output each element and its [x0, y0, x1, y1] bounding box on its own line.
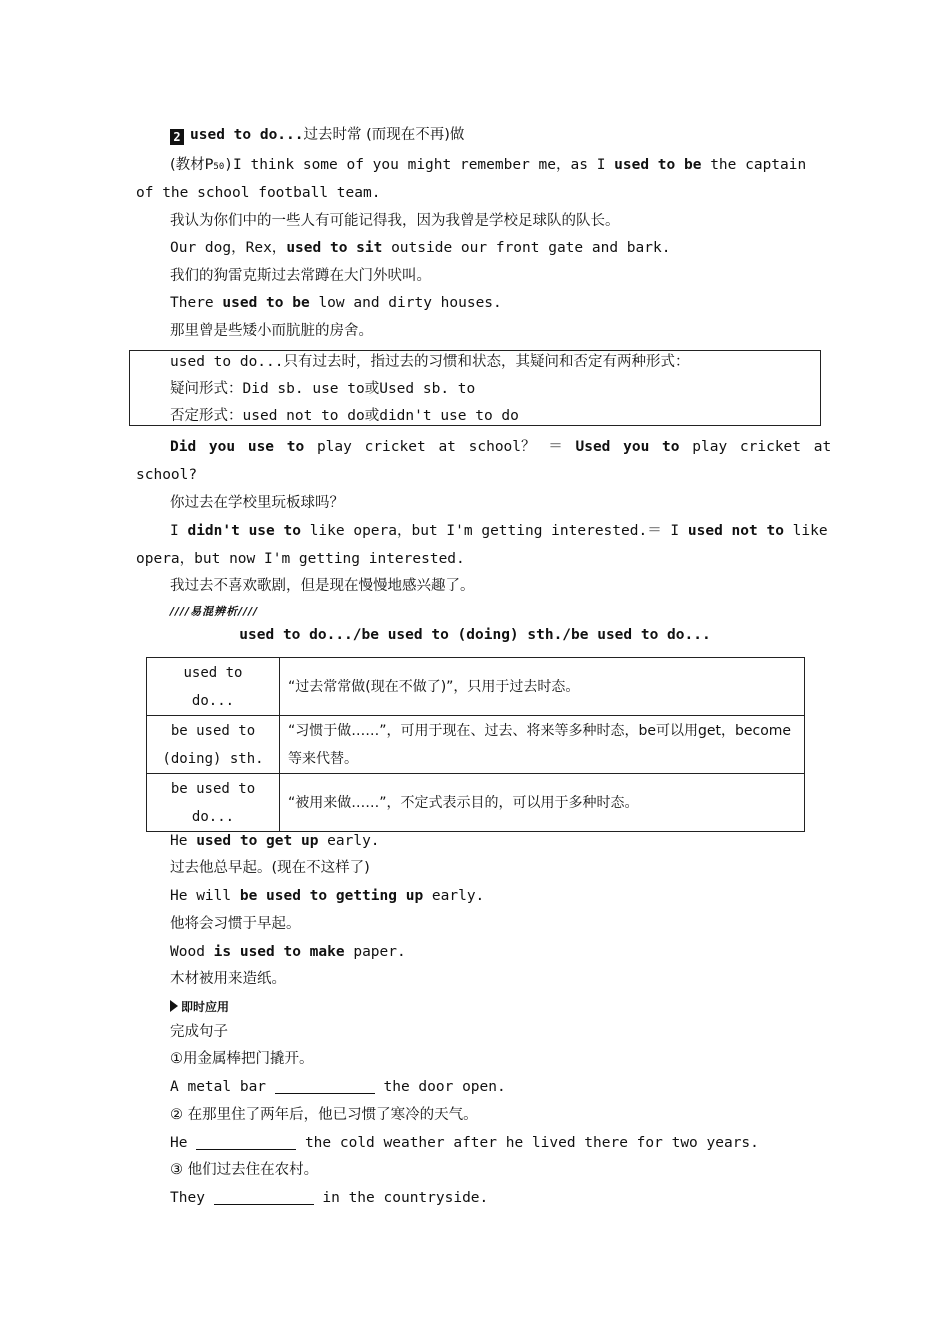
heading-meaning: 过去时常 (而现在不再)做: [303, 127, 465, 143]
example8-bold: is used to make: [213, 944, 345, 960]
example6-cn: 过去他总早起。(现在不这样了): [170, 860, 370, 876]
section-number: 2: [170, 129, 184, 145]
example5-en: [170, 520, 828, 542]
note-line2: 疑问形式：Did sb. use to或Used sb. to: [170, 381, 476, 397]
apply-tag: [170, 998, 229, 1015]
example8-part2: paper.: [353, 944, 406, 960]
example2-en-part2: outside our front gate and bark.: [391, 240, 671, 256]
apply-instruction: 完成句子: [170, 1024, 228, 1040]
example6-bold: used to get up: [196, 833, 319, 849]
example7-part2: early.: [431, 888, 485, 904]
table-desc: “被用来做……”，不定式表示目的，可以用于多种时态。: [280, 774, 805, 832]
table-term: [147, 716, 280, 774]
comparison-table: [146, 657, 805, 832]
table-desc: “过去常常做(现在不做了)”，只用于过去时态。: [280, 658, 805, 716]
example3-en-part2: low and dirty houses.: [318, 295, 502, 311]
apply-item3-en: [170, 1187, 488, 1209]
confusion-title: used to do.../be used to (doing) sth./be used to do...: [239, 627, 711, 643]
table-row: [147, 716, 805, 774]
example5-cn: 我过去不喜欢歌剧，但是现在慢慢地感兴趣了。: [170, 578, 475, 594]
example1-en: [170, 154, 806, 178]
term-line1: be used to: [170, 780, 256, 797]
table-row: [147, 774, 805, 832]
table-term: [147, 774, 280, 832]
example6-part2: early.: [327, 833, 380, 849]
example5-bold2: used not to: [687, 523, 784, 539]
source-suffix: ): [224, 157, 233, 173]
term-line1: be used to: [170, 722, 256, 739]
example4-part2: play cricket at: [692, 439, 832, 455]
example1-en-part2: the captain: [710, 157, 807, 173]
note-line3: 否定形式：used not to do或didn't use to do: [170, 408, 519, 424]
example2-cn: 我们的狗雷克斯过去常蹲在大门外吠叫。: [170, 268, 431, 284]
section-heading: [170, 124, 464, 146]
example3-cn: 那里曾是些矮小而肮脏的房舍。: [170, 323, 373, 339]
example4-bold1: Did you use to: [170, 439, 305, 455]
answer-blank[interactable]: [275, 1079, 375, 1094]
source-page-sub: 50: [213, 162, 225, 172]
apply-item2-before: He: [170, 1135, 188, 1151]
example5-part1: like opera，but I'm getting interested.＝ I: [309, 523, 680, 539]
example4-part1: play cricket at school？ ＝: [316, 439, 563, 455]
apply-item2-en: [170, 1132, 759, 1154]
table-row: [147, 658, 805, 716]
example5-cont: opera，but now I'm getting interested.: [136, 551, 465, 567]
apply-item2-cn: ② 在那里住了两年后，他已习惯了寒冷的天气。: [170, 1107, 478, 1123]
source-page: P: [204, 157, 214, 173]
example4-cn: 你过去在学校里玩板球吗？: [170, 495, 344, 511]
apply-item3-cn: ③ 他们过去住在农村。: [170, 1162, 319, 1178]
note-line1: used to do...只有过去时，指过去的习惯和状态，其疑问和否定有两种形式：: [170, 354, 690, 370]
example5-part2: like: [792, 523, 828, 539]
example7-en: [170, 885, 484, 907]
answer-blank[interactable]: [214, 1190, 314, 1205]
apply-item1-en: [170, 1076, 506, 1098]
example1-en-bold: used to be: [614, 157, 702, 173]
example3-en: [170, 292, 502, 314]
example6-part1: He: [170, 833, 188, 849]
example8-en: [170, 941, 406, 963]
apply-item3-before: They: [170, 1190, 205, 1206]
example1-cn: 我认为你们中的一些人有可能记得我，因为我曾是学校足球队的队长。: [170, 213, 620, 229]
example4-en: [170, 436, 831, 458]
example4-cont: school?: [136, 467, 198, 483]
apply-item3-after: in the countryside.: [322, 1190, 489, 1206]
example2-en-part1: Our dog，Rex，: [170, 240, 287, 256]
apply-item1-before: A metal bar: [170, 1079, 267, 1095]
apply-item2-after: the cold weather after he lived there for two years.: [304, 1135, 759, 1151]
term-line2: do...: [191, 808, 235, 825]
table-desc: “习惯于做……”，可用于现在、过去、将来等多种时态，be可以用get，become等来代替。: [280, 716, 805, 774]
example7-part1: He will: [170, 888, 232, 904]
example7-bold: be used to getting up: [239, 888, 424, 904]
term-line1: used to: [183, 664, 243, 681]
example2-en: [170, 237, 670, 259]
example5-bold1: didn't use to: [187, 523, 301, 539]
answer-blank[interactable]: [196, 1135, 296, 1150]
table-term: [147, 658, 280, 716]
apply-item1-cn: ①用金属棒把门撬开。: [170, 1051, 314, 1067]
example8-part1: Wood: [170, 944, 205, 960]
example6-en: [170, 830, 380, 852]
example4-bold2: Used you to: [575, 439, 680, 455]
example3-en-part1: There: [170, 295, 214, 311]
apply-tag-label: 即时应用: [181, 1000, 230, 1014]
example1-en-cont: of the school football team.: [136, 185, 381, 201]
confusion-tag: ////易混辨析////: [170, 605, 259, 618]
example1-en-part1: I think some of you might remember me，as I: [233, 157, 606, 173]
note-box: [129, 350, 821, 426]
example2-en-bold: used to sit: [286, 240, 383, 256]
heading-phrase: used to do...: [190, 127, 304, 143]
triangle-icon: [170, 1000, 178, 1012]
example3-en-bold: used to be: [222, 295, 310, 311]
source-prefix: (教材: [170, 157, 205, 173]
term-line2: do...: [191, 692, 235, 709]
term-line2: (doing) sth.: [162, 750, 264, 767]
example5-part0: I: [170, 523, 179, 539]
example7-cn: 他将会习惯于早起。: [170, 916, 301, 932]
example8-cn: 木材被用来造纸。: [170, 971, 286, 987]
apply-item1-after: the door open.: [383, 1079, 506, 1095]
